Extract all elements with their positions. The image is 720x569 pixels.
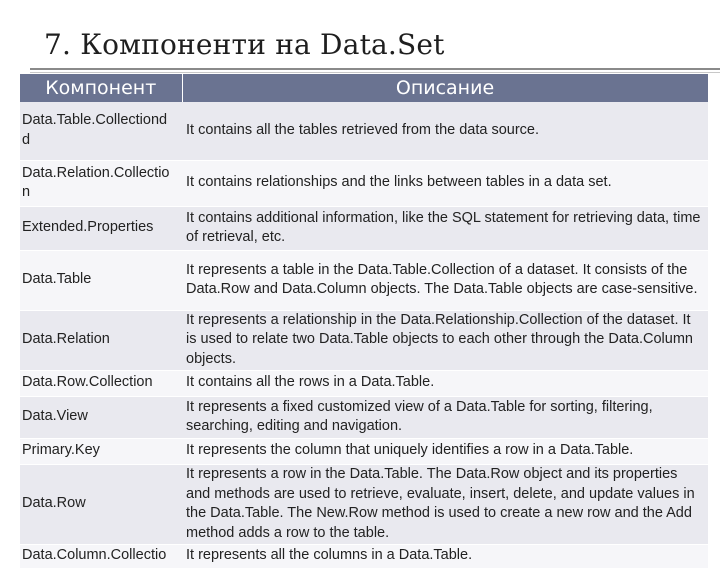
table-row [20,464,708,544]
row-description: It contains all the tables retrieved from the data source. [182,102,708,160]
row-description: It contains all the rows in a Data.Table. [182,370,708,396]
row-description: It represents a row in the Data.Table. The Data.Row object and its properties and methods are used to retrieve, evaluate, insert, delete, and update values in the Data.Table. The New.Row method is used to create a new row and the Add method adds a row to the table. [182,464,708,544]
row-description: It represents all the columns in a Data.Table. [182,544,708,568]
table-header-row [20,74,708,102]
header-description: Описание [182,74,708,102]
header-component: Компонент [20,74,182,102]
row-description: It represents a table in the Data.Table.Collection of a dataset. It consists of the Data.Row and Data.Column objects. The Data.Table objects are case-sensitive. [182,250,708,310]
table-row [20,206,708,250]
table-row [20,370,708,396]
row-component: Primary.Key [20,438,182,464]
title-divider [30,68,720,70]
table-row [20,102,708,160]
row-description: It represents a fixed customized view of a Data.Table for sorting, filtering, searching, editing and navigation. [182,396,708,438]
row-description: It contains relationships and the links between tables in a data set. [182,160,708,206]
table-row [20,544,708,568]
row-description: It represents a relationship in the Data.Relationship.Collection of the dataset. It is used to relate two Data.Table objects to each other through the Data.Column objects. [182,310,708,370]
table-row [20,438,708,464]
table-row [20,310,708,370]
table-row [20,160,708,206]
table-row [20,396,708,438]
row-component: Data.Relation.Collectio n [20,160,182,206]
row-description: It contains additional information, like the SQL statement for retrieving data, time of retrieval, etc. [182,206,708,250]
row-component: Data.Table [20,250,182,310]
row-component: Extended.Properties [20,206,182,250]
row-component: Data.Row [20,464,182,544]
row-description: It represents the column that uniquely identifies a row in a Data.Table. [182,438,708,464]
components-table [20,74,709,569]
table-row [20,250,708,310]
row-component: Data.Table.Collectiond d [20,102,182,160]
slide-title: 7. Компоненти на Data.Set [44,28,445,61]
row-component: Data.Relation [20,310,182,370]
row-component: Data.Column.Collectio [20,544,182,568]
row-component: Data.Row.Collection [20,370,182,396]
row-component: Data.View [20,396,182,438]
title-divider-secondary [30,72,720,73]
